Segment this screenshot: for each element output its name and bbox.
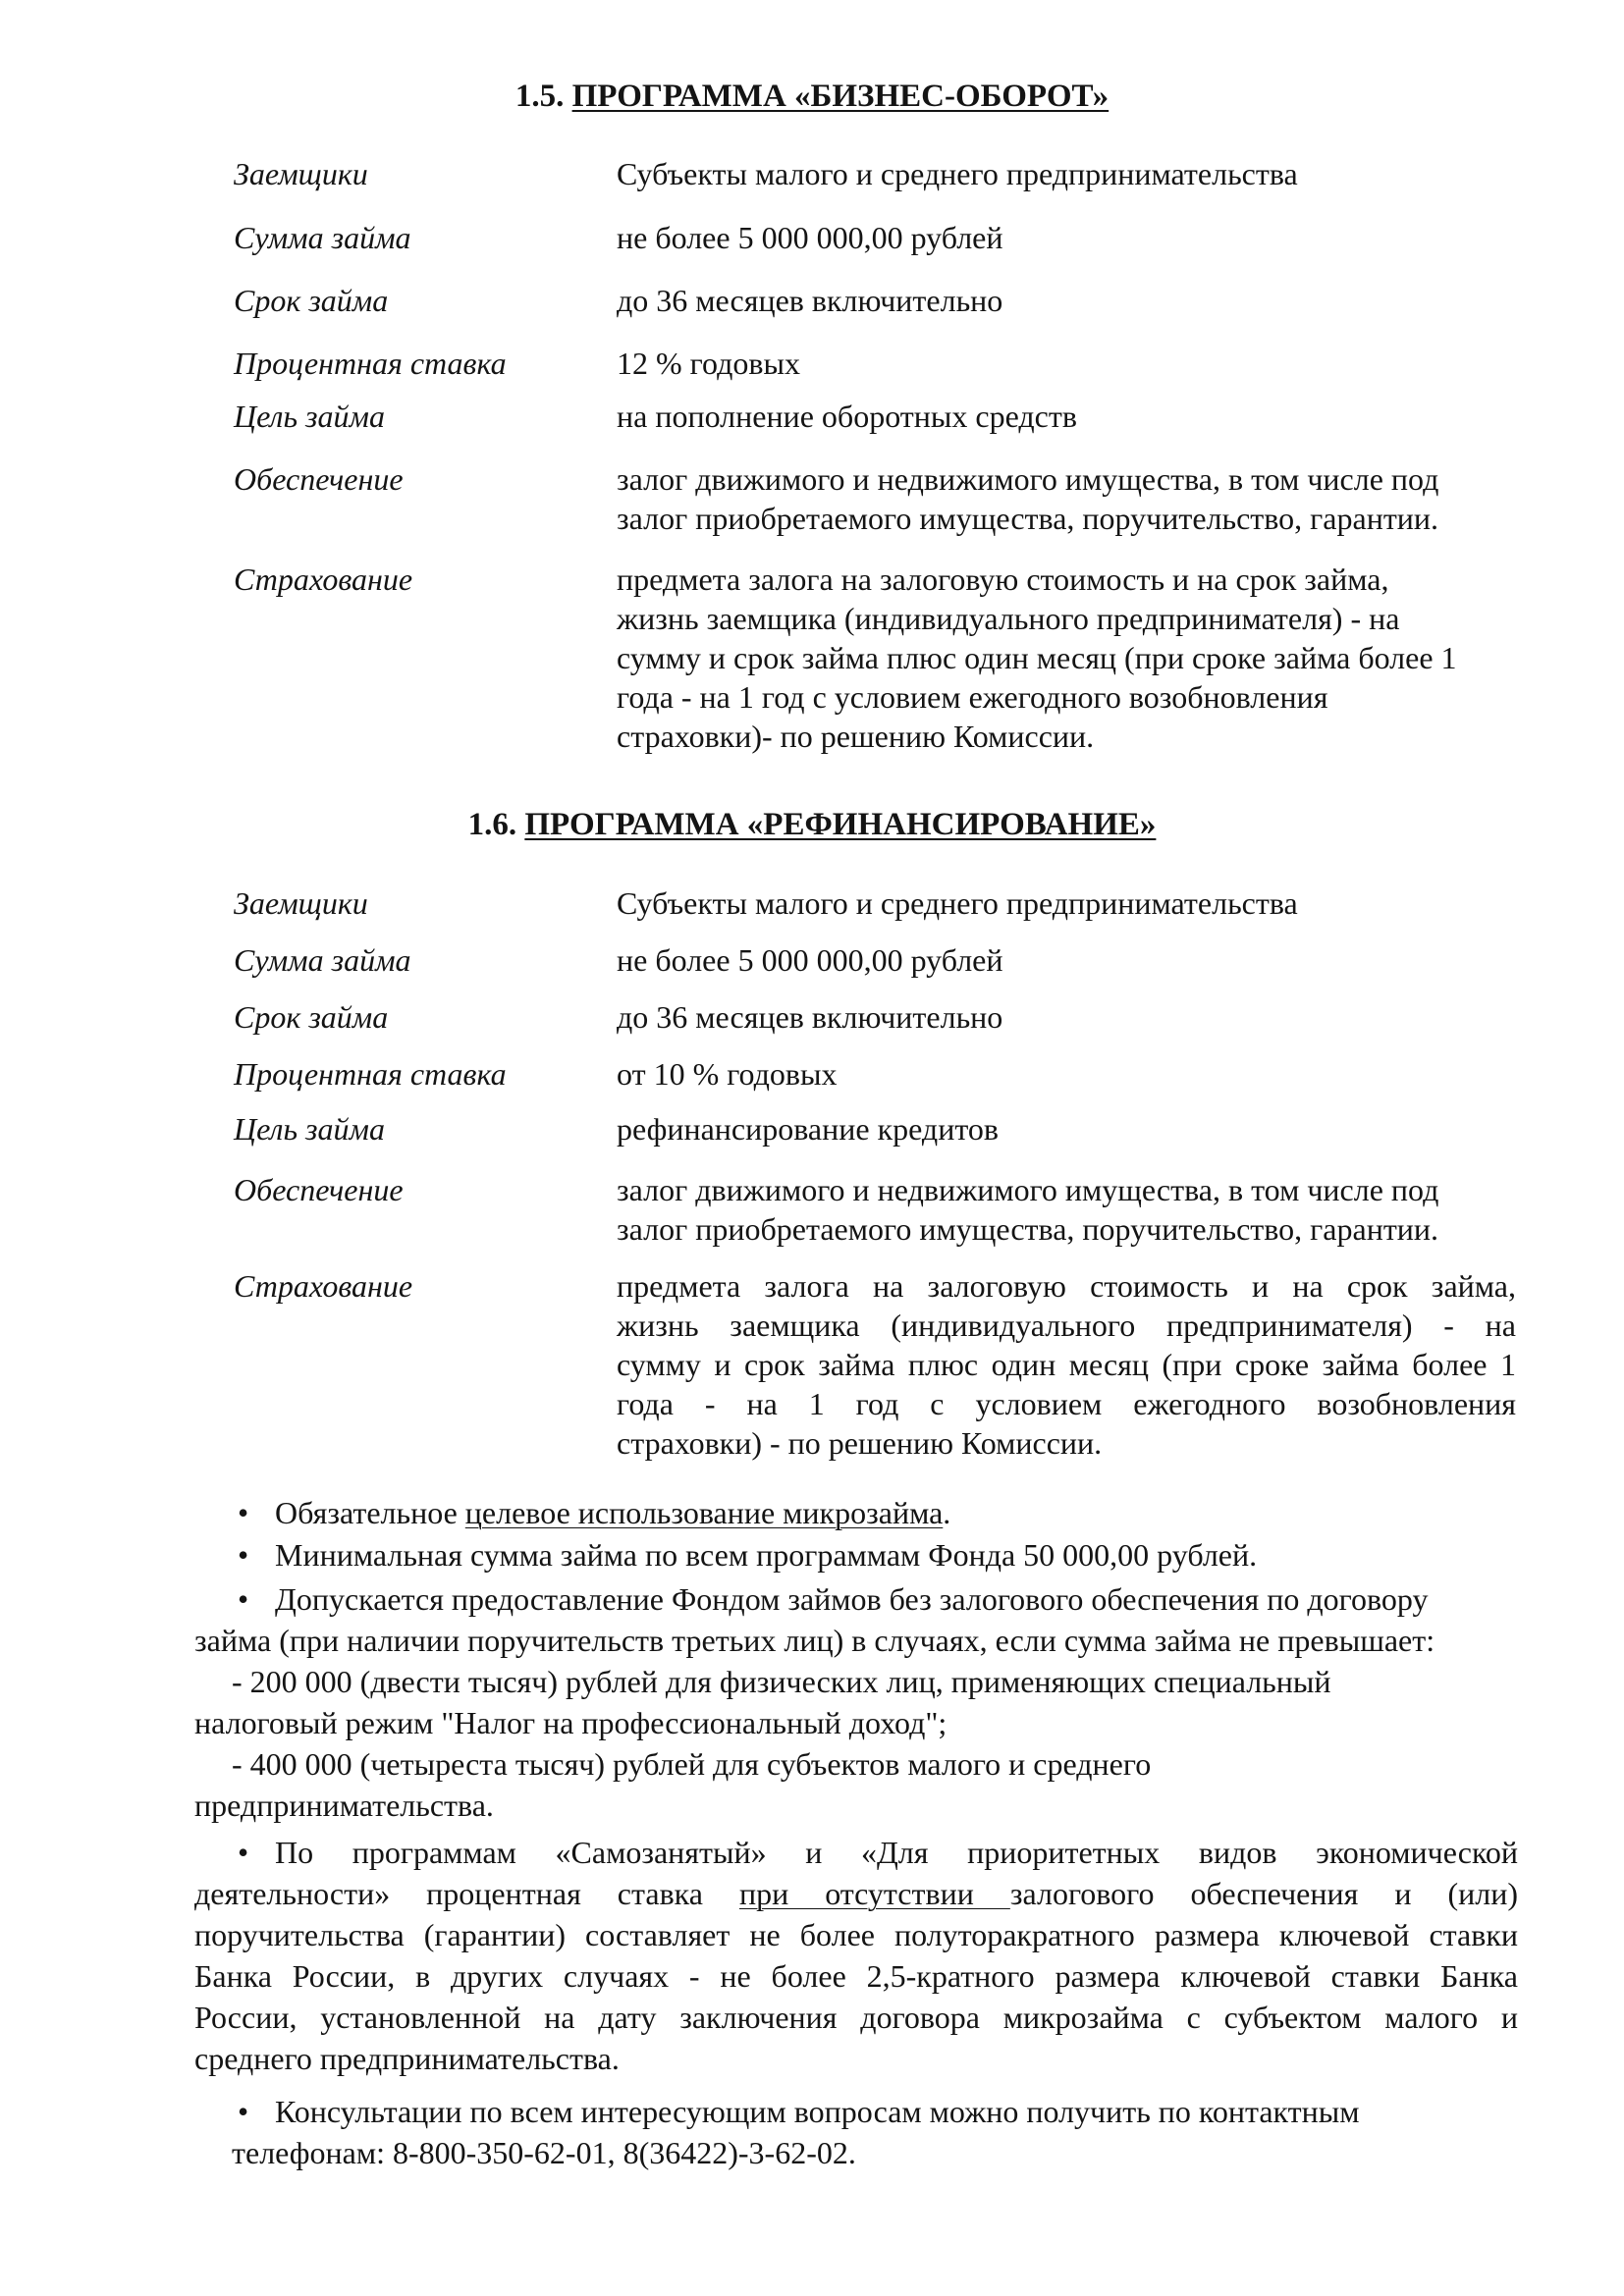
value-loan-purpose: рефинансирование кредитов [617,1111,999,1147]
section-heading-refinancing [0,805,1624,844]
section-title: ПРОГРАММА «РЕФИНАНСИРОВАНИЕ» [524,807,1157,842]
label-insurance: Страхование [234,1268,413,1304]
value-insurance: предмета залога на залоговую стоимость и на срок займа, жизнь заемщика (индивидуального предпринимателя) - на сумму и срок займа плюс один месяц (при сроке займа более 1 года - на 1 год с условием ежегодного возобновления страховки) - по решению Комиссии. [617,1268,1516,1461]
label-loan-term: Срок займа [234,999,389,1035]
note-no-collateral: • Допускается предоставление Фондом займов без залогового обеспечения по договору займа (при наличии поручительств третьих лиц) в случаях, если сумма займа не превышает: - 200 000 (двести тысяч) рублей для физических лиц, применяющих специальный налоговый режим "Налог на профессиональный доход"; - 400 000 (четыреста тысяч) рублей для субъектов малого и среднего предпринимательства. [194,1578,1518,1826]
bullet-icon: • [238,1495,249,1530]
note-targeted-use: • Обязательное целевое использование микрозайма. [194,1492,1518,1533]
value-collateral: залог движимого и недвижимого имущества, в том числе под залог приобретаемого имущества, поручительство, гарантии. [617,1172,1439,1247]
value-collateral: залог движимого и недвижимого имущества, в том числе под залог приобретаемого имущества, поручительство, гарантии. [617,461,1439,536]
label-borrowers: Заемщики [234,885,368,921]
label-loan-purpose: Цель займа [234,1111,385,1147]
note-consultations: • Консультации по всем интересующим вопросам можно получить по контактным телефонам: 8-800-350-62-01, 8(36422)-3-62-02. [194,2091,1518,2173]
section-number: 1.6. [467,807,517,842]
note-min-amount: • Минимальная сумма займа по всем программам Фонда 50 000,00 рублей. [194,1534,1518,1575]
value-loan-term: до 36 месяцев включительно [617,283,1003,318]
label-borrowers: Заемщики [234,156,368,191]
label-collateral: Обеспечение [234,1172,404,1207]
label-loan-amount: Сумма займа [234,942,411,978]
value-insurance: предмета залога на залоговую стоимость и на срок займа, жизнь заемщика (индивидуального предпринимателя) - на сумму и срок займа плюс один месяц (при сроке займа более 1 года - на 1 год с условием ежегодного возобновления страховки)- по решению Комиссии. [617,561,1457,754]
note-interest-rate-conditions: • По программам «Самозанятый» и «Для приоритетных видов экономической деятельности» процентная ставка при отсутствии залогового обеспечения и (или) поручительства (гарантии) составляет не более полуторакратного размера ключевой ставки Банка России, в других случаях - не более 2,5-кратного размера ключевой ставки Банка России, установленной на дату заключения договора микрозайма с субъектом малого и среднего предпринимательства. [194,1832,1518,2079]
label-insurance: Страхование [234,561,413,597]
bullet-icon: • [238,2094,249,2129]
value-interest-rate: от 10 % годовых [617,1056,838,1092]
section-number: 1.5. [514,79,565,114]
value-loan-purpose: на пополнение оборотных средств [617,399,1077,434]
value-loan-amount: не более 5 000 000,00 рублей [617,942,1003,978]
label-loan-purpose: Цель займа [234,399,385,434]
label-interest-rate: Процентная ставка [234,1056,507,1092]
value-interest-rate: 12 % годовых [617,346,800,381]
value-loan-term: до 36 месяцев включительно [617,999,1003,1035]
label-collateral: Обеспечение [234,461,404,497]
bullet-icon: • [238,1537,249,1573]
section-heading-business-turnover [0,77,1624,116]
section-title: ПРОГРАММА «БИЗНЕС-ОБОРОТ» [571,79,1110,114]
value-borrowers: Субъекты малого и среднего предпринимательства [617,156,1298,191]
bullet-icon: • [238,1835,249,1870]
value-borrowers: Субъекты малого и среднего предпринимательства [617,885,1298,921]
value-loan-amount: не более 5 000 000,00 рублей [617,220,1003,255]
label-loan-term: Срок займа [234,283,389,318]
bullet-icon: • [238,1581,249,1617]
label-interest-rate: Процентная ставка [234,346,507,381]
label-loan-amount: Сумма займа [234,220,411,255]
